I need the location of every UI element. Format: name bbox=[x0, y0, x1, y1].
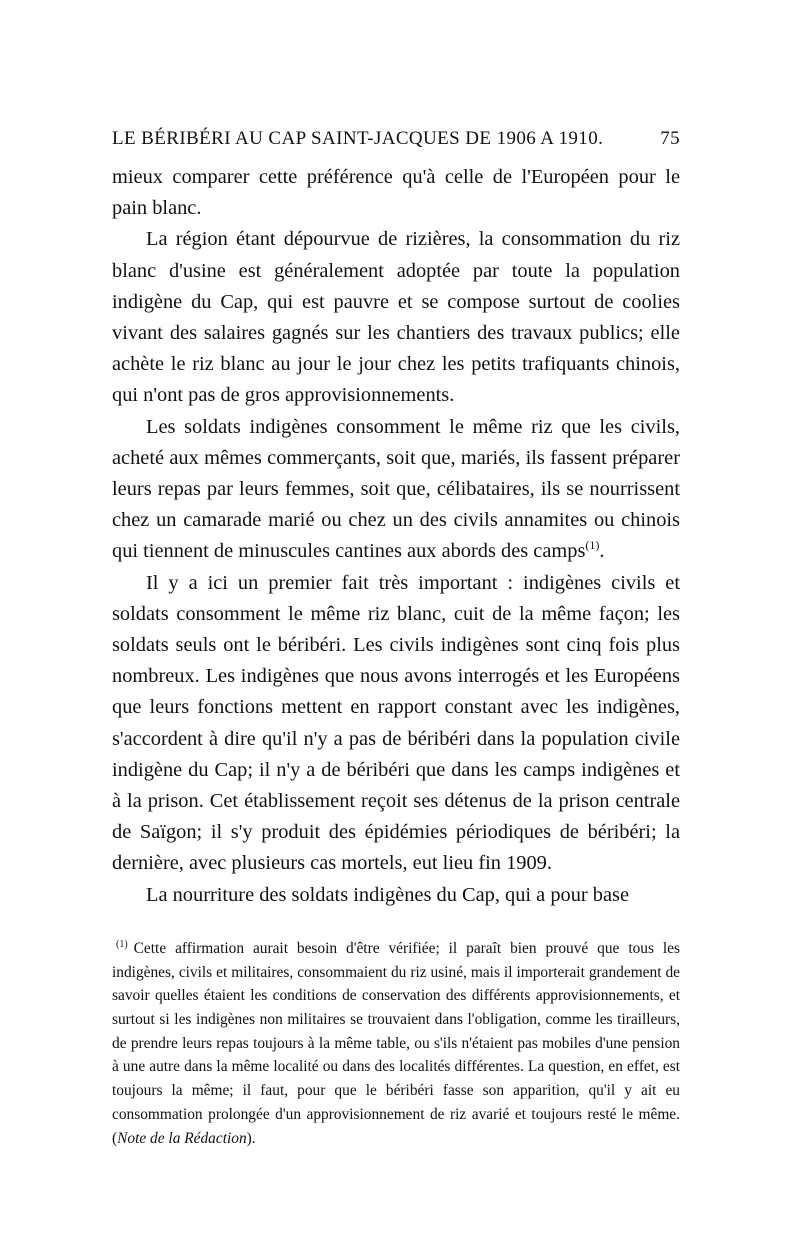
footnote-reference[interactable]: (1) bbox=[585, 538, 600, 553]
paragraph-1-text: mieux comparer cette préférence qu'à celle de l'Européen pour le pain blanc. bbox=[112, 166, 680, 220]
paragraph-3-period: . bbox=[599, 540, 605, 563]
paragraph-5 bbox=[112, 880, 680, 911]
book-page bbox=[112, 126, 680, 1150]
footnote-1 bbox=[112, 937, 680, 1150]
running-title: LE BÉRIBÉRI AU CAP SAINT-JACQUES DE 1906 A 1910. bbox=[112, 128, 604, 149]
page-number: 75 bbox=[660, 128, 680, 149]
editor-note: Note de la Rédaction bbox=[117, 1129, 247, 1147]
paragraph-3-text: Les soldats indigènes consomment le même riz que les civils, acheté aux mêmes commerçants, soit que, mariés, ils fassent préparer leurs repas par leurs femmes, soit que, célibataires, ils se nourrissent chez un camarade marié ou chez un des civils annamites ou chinois qui tiennent de minuscules cantines aux abords des camps bbox=[112, 415, 680, 563]
paragraph-4-text: Il y a ici un premier fait très important : indigènes civils et soldats consomment le même riz blanc, cuit de la même façon; les soldats seuls ont le béribéri. Les civils indigènes sont cinq fois plus nombreux. Les indigènes que nous avons interrogés et les Européens que leurs fonctions mettent en rapport constant avec les indigènes, s'accordent à dire qu'il n'y a pas de béribéri dans la population civile indigène du Cap; il n'y a de béribéri que dans les camps indigènes et à la prison. Cet établissement reçoit ses détenus de la prison centrale de Saïgon; il s'y produit des épidémies périodiques de béribéri; la dernière, avec plusieurs cas mortels, eut lieu fin 1909. bbox=[112, 571, 680, 875]
paragraph-4 bbox=[112, 568, 680, 880]
footnote-closing: ). bbox=[246, 1129, 256, 1147]
footnote-text: Cette affirmation aurait besoin d'être vérifiée; il paraît bien prouvé que tous les indigènes, civils et militaires, consommaient du riz usiné, mais il importerait grandement de savoir quelles étaient les conditions de conservation des différents approvisionnements, et surtout si les indigènes non militaires se trouvaient dans l'obligation, comme les tirailleurs, de prendre leurs repas toujours à la même table, ou s'ils n'étaient pas mobiles d'une pension à une autre dans la même localité ou dans des localités différentes. La question, en effet, est toujours la même; il faut, pour que le béribéri fasse son apparition, qu'il y ait eu consommation prolongée d'un approvisionnement de riz avarié et toujours resté le même. ( bbox=[112, 939, 680, 1147]
footnote-marker: (1) bbox=[116, 938, 128, 950]
paragraph-1 bbox=[112, 162, 680, 224]
footnotes bbox=[112, 937, 680, 1150]
paragraph-3 bbox=[112, 412, 680, 568]
paragraph-2 bbox=[112, 224, 680, 411]
running-header bbox=[112, 126, 680, 152]
paragraph-5-text: La nourriture des soldats indigènes du Cap, qui a pour base bbox=[146, 883, 630, 906]
body-text bbox=[112, 162, 680, 911]
paragraph-2-text: La région étant dépourvue de rizières, la consommation du riz blanc d'usine est généralement adoptée par toute la population indigène du Cap, qui est pauvre et se compose surtout de coolies vivant des salaires gagnés sur les chantiers des travaux publics; elle achète le riz blanc au jour le jour chez les petits trafiquants chinois, qui n'ont pas de gros approvisionnements. bbox=[112, 228, 680, 407]
